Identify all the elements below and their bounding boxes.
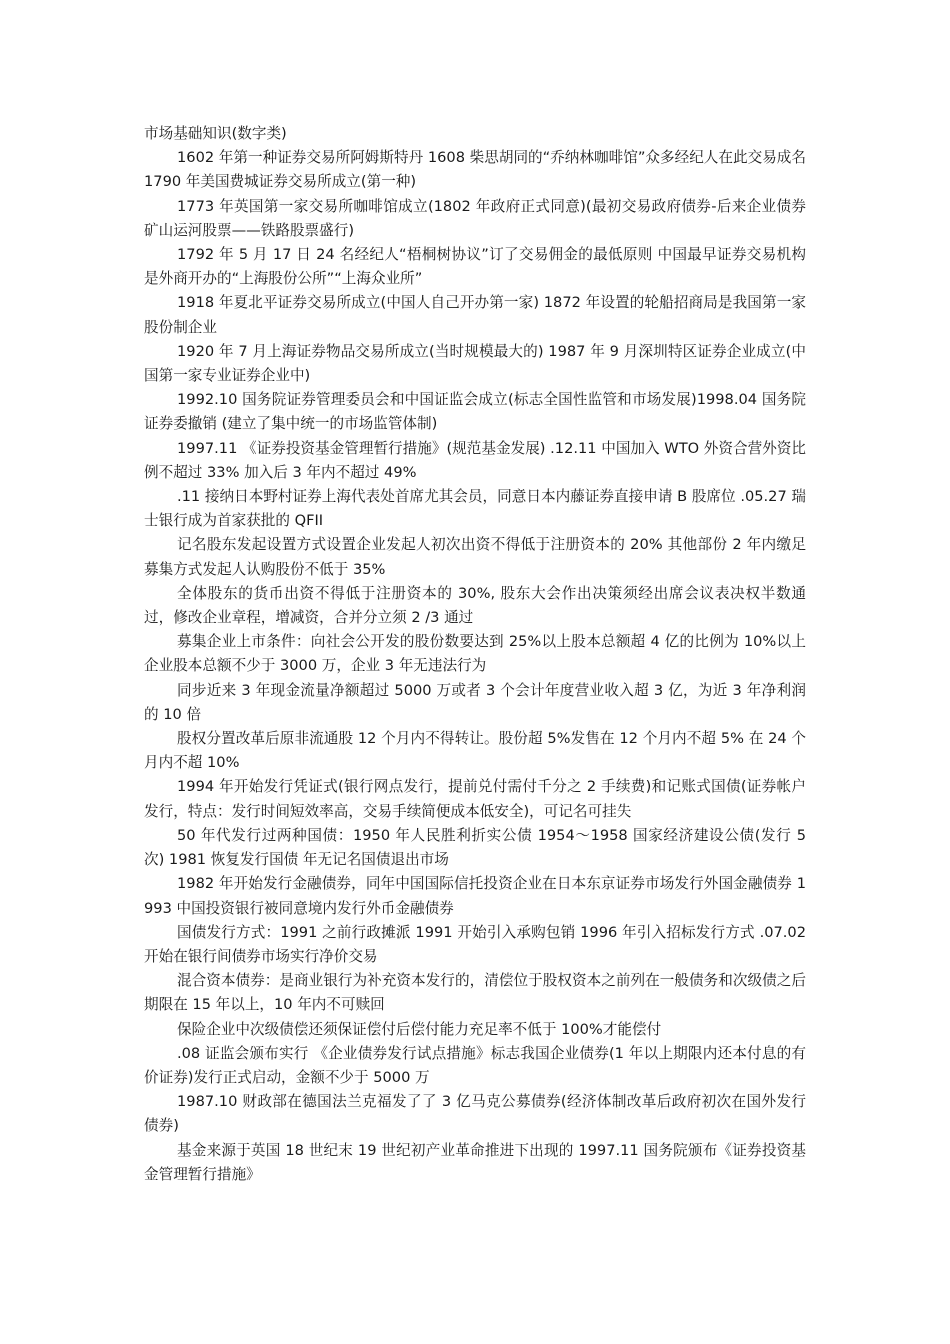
- paragraph-22: 基金来源于英国 18 世纪末 19 世纪初产业革命推进下出现的 1997.11 国务院颁布《证券投资基金管理暂行措施》: [144, 1141, 806, 1183]
- paragraph-13: 股权分置改革后原非流通股 12 个月内不得转让。股份超 5%发售在 12 个月内不超 5% 在 24 个月内不超 10%: [144, 730, 806, 772]
- document-page: [144, 122, 806, 1187]
- paragraph-19: 保险企业中次级债偿还须保证偿付后偿付能力充足率不低于 100%才能偿付: [177, 1020, 662, 1038]
- paragraph-3: 1792 年 5 月 17 日 24 名经纪人“梧桐树协议”订了交易佣金的最低原则 中国最早证券交易机构是外商开办的“上海股份公所”“上海众业所”: [144, 246, 806, 288]
- paragraph-16: 1982 年开始发行金融债券，同年中国国际信托投资企业在日本东京证券市场发行外国金融债券 1993 中国投资银行被同意境内发行外币金融债券: [144, 875, 806, 917]
- paragraph-20: .08 证监会颁布实行 《企业债券发行试点措施》标志我国企业债券(1 年以上期限内还本付息的有价证券)发行正式启动，金额不少于 5000 万: [144, 1044, 806, 1086]
- paragraph-8: .11 接纳日本野村证券上海代表处首席尤其会员，同意日本内藤证券直接申请 B 股席位 .05.27 瑞士银行成为首家获批的 QFII: [144, 488, 806, 530]
- paragraph-5: 1920 年 7 月上海证券物品交易所成立(当时规模最大的) 1987 年 9 月深圳特区证券企业成立(中国第一家专业证券企业中): [144, 342, 806, 385]
- paragraph-21: 1987.10 财政部在德国法兰克福发了了 3 亿马克公募债券(经济体制改革后政府初次在国外发行债券): [144, 1093, 806, 1135]
- paragraph-1: 1602 年第一种证券交易所阿姆斯特丹 1608 柴思胡同的“乔纳林咖啡馆”众多经纪人在此交易成名 1790 年美国费城证券交易所成立(第一种): [144, 149, 806, 191]
- paragraph-6: 1992.10 国务院证券管理委员会和中国证监会成立(标志全国性监管和市场发展)1998.04 国务院证券委撤销 (建立了集中统一的市场监管体制): [144, 391, 806, 433]
- paragraph-11: 募集企业上市条件：向社会公开发的股份数要达到 25%以上股本总额超 4 亿的比例为 10%以上企业股本总额不少于 3000 万，企业 3 年无违法行为: [144, 633, 806, 675]
- paragraph-18: 混合资本债券：是商业银行为补充资本发行的，清偿位于股权资本之前列在一般债务和次级债之后 期限在 15 年以上，10 年内不可赎回: [144, 972, 806, 1014]
- paragraph-17: 国债发行方式：1991 之前行政摊派 1991 开始引入承购包销 1996 年引入招标发行方式 .07.02 开始在银行间债券市场实行净价交易: [144, 923, 806, 965]
- paragraph-10: 全体股东的货币出资不得低于注册资本的 30%, 股东大会作出决策须经出席会议表决权半数通过，修改企业章程，增减资，合并分立须 2 /3 通过: [144, 584, 806, 627]
- paragraph-2: 1773 年英国第一家交易所咖啡馆成立(1802 年政府正式同意)(最初交易政府债券-后来企业债券矿山运河股票——铁路股票盛行): [144, 197, 806, 239]
- paragraph-7: 1997.11 《证券投资基金管理暂行措施》(规范基金发展) .12.11 中国加入 WTO 外资合营外资比例不超过 33% 加入后 3 年内不超过 49%: [144, 439, 806, 481]
- paragraph-9: 记名股东发起设置方式设置企业发起人初次出资不得低于注册资本的 20% 其他部份 2 年内缴足 募集方式发起人认购股份不低于 35%: [144, 536, 806, 578]
- paragraph-15: 50 年代发行过两种国债：1950 年人民胜利折实公债 1954～1958 国家经济建设公债(发行 5 次) 1981 恢复发行国债 年无记名国债退出市场: [144, 826, 806, 869]
- document-title: 市场基础知识(数字类): [144, 125, 287, 142]
- paragraph-12: 同步近来 3 年现金流量净额超过 5000 万或者 3 个会计年度营业收入超 3 亿，为近 3 年净利润的 10 倍: [144, 681, 806, 723]
- paragraph-14: 1994 年开始发行凭证式(银行网点发行，提前兑付需付千分之 2 手续费)和记账式国债(证券帐户发行，特点：发行时间短效率高，交易手续简便成本低安全)，可记名可挂失: [144, 778, 806, 820]
- paragraph-4: 1918 年夏北平证券交易所成立(中国人自己开办第一家) 1872 年设置的轮船招商局是我国第一家股份制企业: [144, 294, 806, 336]
